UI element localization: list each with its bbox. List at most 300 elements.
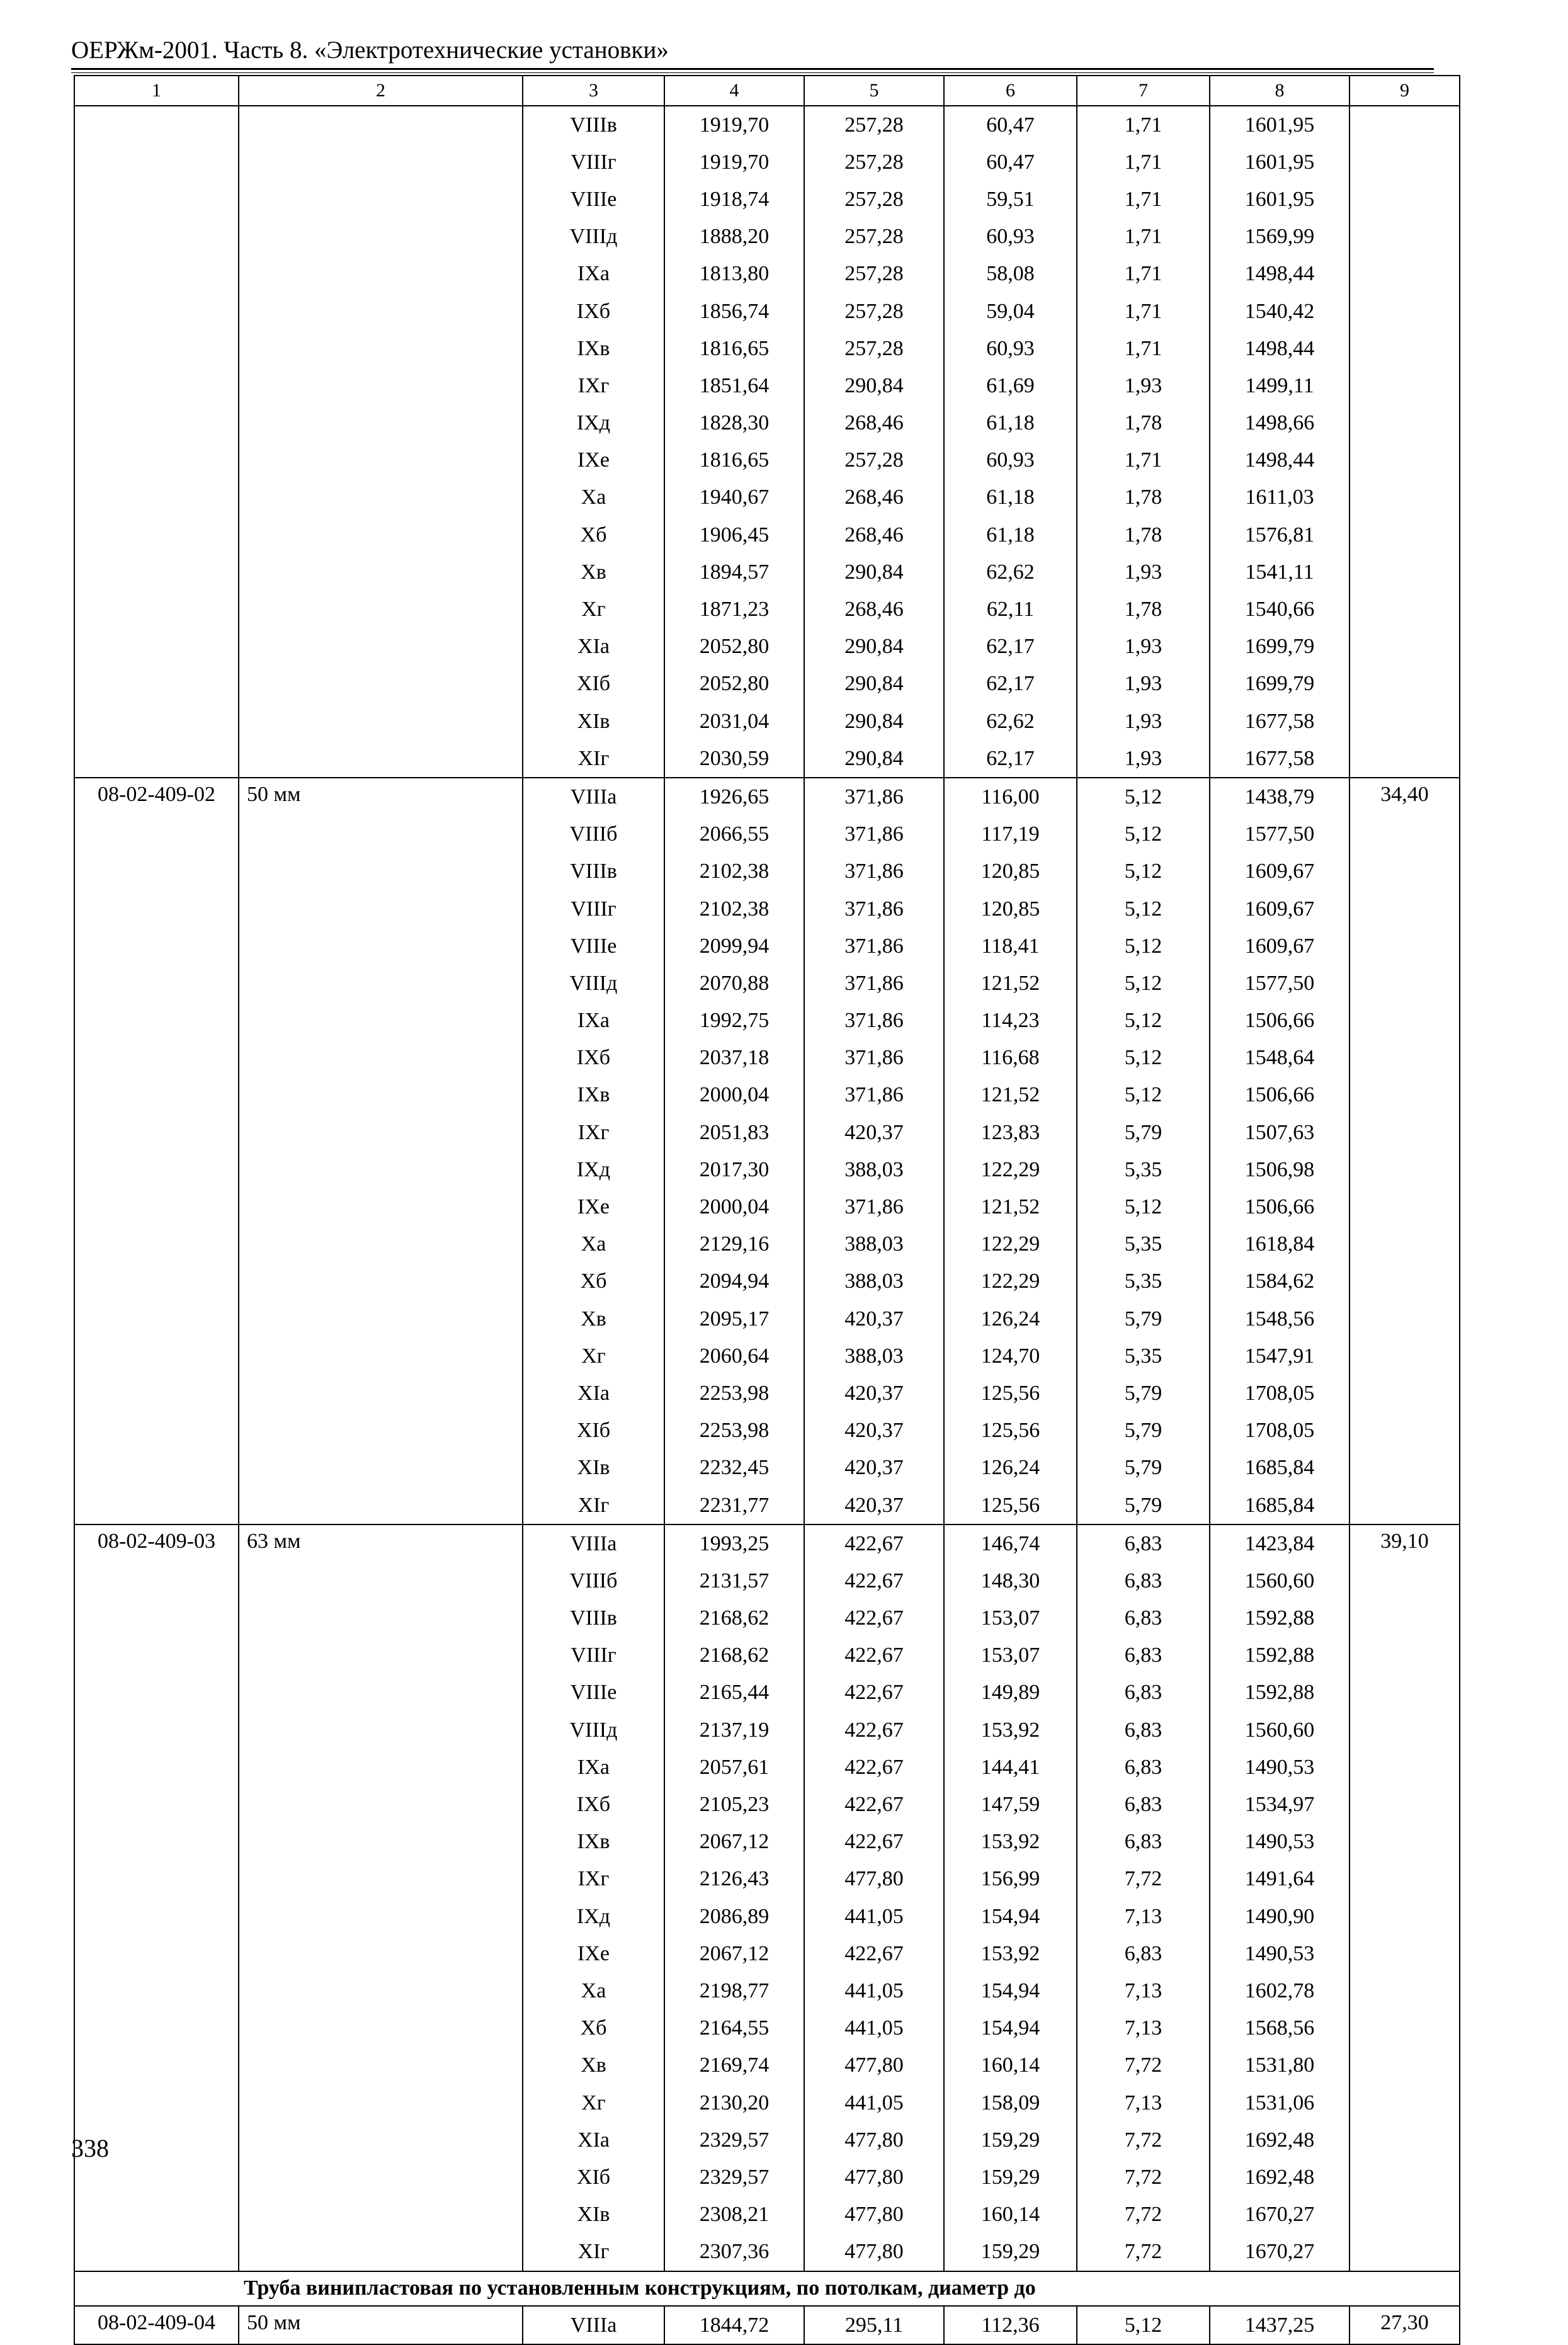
cell-col8: 1592,88 <box>1210 1674 1349 1712</box>
cell-col4: 1906,45 <box>664 516 804 554</box>
cell-col9: 39,10 <box>1349 1525 1460 1562</box>
cell-code <box>74 853 239 890</box>
cell-col5: 422,67 <box>804 1525 944 1562</box>
cell-col5: 477,80 <box>804 2196 944 2234</box>
cell-col8: 1490,53 <box>1210 1749 1349 1786</box>
cell-col6: 60,47 <box>944 106 1077 144</box>
cell-col7: 1,93 <box>1077 554 1210 591</box>
cell-col9 <box>1349 591 1460 628</box>
table-row <box>74 144 1460 181</box>
cell-rate: VIIIг <box>523 1637 664 1674</box>
cell-col9 <box>1349 1263 1460 1300</box>
cell-col5: 441,05 <box>804 2084 944 2121</box>
column-number: 2 <box>239 76 523 106</box>
cell-col9 <box>1349 181 1460 218</box>
cell-rate: XIг <box>523 2234 664 2271</box>
cell-col6: 116,68 <box>944 1040 1077 1077</box>
cell-col8: 1437,25 <box>1210 2306 1349 2344</box>
cell-col9 <box>1349 1898 1460 1935</box>
cell-rate: IXв <box>523 330 664 367</box>
cell-col9 <box>1349 1637 1460 1674</box>
cell-col6: 147,59 <box>944 1786 1077 1823</box>
cell-code <box>74 2010 239 2047</box>
cell-description <box>239 2159 523 2196</box>
table-row <box>74 740 1460 778</box>
cell-code <box>74 1412 239 1450</box>
cell-col8: 1584,62 <box>1210 1263 1349 1300</box>
cell-col9 <box>1349 1114 1460 1151</box>
cell-col7: 6,83 <box>1077 1562 1210 1599</box>
cell-col4: 2169,74 <box>664 2047 804 2084</box>
cell-col5: 371,86 <box>804 928 944 965</box>
cell-rate: IXг <box>523 1114 664 1151</box>
cell-col5: 441,05 <box>804 2010 944 2047</box>
cell-col9 <box>1349 1300 1460 1337</box>
cell-col7: 6,83 <box>1077 1749 1210 1786</box>
cell-col9 <box>1349 1487 1460 1525</box>
cell-code <box>74 1151 239 1188</box>
cell-col5: 388,03 <box>804 1337 944 1375</box>
cell-rate: IXв <box>523 1824 664 1861</box>
cell-col7: 1,78 <box>1077 405 1210 442</box>
cell-code <box>74 1487 239 1525</box>
cell-col5: 371,86 <box>804 778 944 815</box>
cell-rate: VIIIг <box>523 890 664 928</box>
cell-col9 <box>1349 1712 1460 1749</box>
cell-col6: 59,51 <box>944 181 1077 218</box>
cell-col6: 116,00 <box>944 778 1077 815</box>
cell-col9 <box>1349 144 1460 181</box>
cell-code <box>74 1375 239 1412</box>
cell-col4: 2129,16 <box>664 1226 804 1263</box>
cell-col9 <box>1349 479 1460 516</box>
cell-col9 <box>1349 2010 1460 2047</box>
cell-col8: 1568,56 <box>1210 2010 1349 2047</box>
table-row <box>74 1749 1460 1786</box>
cell-rate: IXa <box>523 256 664 293</box>
cell-col7: 5,79 <box>1077 1114 1210 1151</box>
table-row <box>74 106 1460 144</box>
cell-col5: 477,80 <box>804 2047 944 2084</box>
cell-col6: 160,14 <box>944 2047 1077 2084</box>
cell-code <box>74 1040 239 1077</box>
cell-col7: 5,12 <box>1077 816 1210 853</box>
cell-code <box>74 1861 239 1898</box>
cell-description <box>239 367 523 404</box>
cell-col9 <box>1349 106 1460 144</box>
cell-rate: VIIIв <box>523 106 664 144</box>
cell-rate: IXб <box>523 293 664 330</box>
cell-description <box>239 1040 523 1077</box>
column-number: 5 <box>804 76 944 106</box>
cell-col9 <box>1349 1935 1460 1972</box>
cell-col5: 290,84 <box>804 367 944 404</box>
cell-description <box>239 1002 523 1040</box>
cell-col9 <box>1349 1450 1460 1487</box>
cell-col8: 1540,42 <box>1210 293 1349 330</box>
cell-code <box>74 554 239 591</box>
cell-col5: 420,37 <box>804 1375 944 1412</box>
cell-code: 08-02-409-03 <box>74 1525 239 1562</box>
cell-description <box>239 1600 523 1637</box>
cell-col5: 441,05 <box>804 1972 944 2009</box>
section-heading: Труба винипластовая по установленным конструкциям, по потолкам, диаметр до <box>74 2271 1460 2306</box>
cell-col6: 62,17 <box>944 740 1077 778</box>
cell-col9 <box>1349 256 1460 293</box>
table-row <box>74 2159 1460 2196</box>
cell-col7: 7,72 <box>1077 2196 1210 2234</box>
cell-col8: 1534,97 <box>1210 1786 1349 1823</box>
cell-col6: 154,94 <box>944 2010 1077 2047</box>
cell-col5: 420,37 <box>804 1114 944 1151</box>
cell-rate: IXг <box>523 1861 664 1898</box>
table-row <box>74 405 1460 442</box>
table-row <box>74 2196 1460 2234</box>
table-row <box>74 330 1460 367</box>
cell-col6: 122,29 <box>944 1263 1077 1300</box>
cell-description: 50 мм <box>239 778 523 815</box>
cell-col6: 125,56 <box>944 1375 1077 1412</box>
cell-code <box>74 1749 239 1786</box>
cell-col6: 121,52 <box>944 965 1077 1002</box>
cell-col7: 5,12 <box>1077 1002 1210 1040</box>
cell-code <box>74 1898 239 1935</box>
cell-col5: 257,28 <box>804 219 944 256</box>
cell-col7: 7,72 <box>1077 2159 1210 2196</box>
table-row <box>74 816 1460 853</box>
table-row <box>74 1600 1460 1637</box>
cell-col4: 2099,94 <box>664 928 804 965</box>
cell-col7: 6,83 <box>1077 1637 1210 1674</box>
cell-rate: Xв <box>523 1300 664 1337</box>
column-number: 6 <box>944 76 1077 106</box>
cell-col5: 371,86 <box>804 1188 944 1225</box>
cell-col8: 1609,67 <box>1210 853 1349 890</box>
cell-col7: 5,79 <box>1077 1487 1210 1525</box>
cell-col8: 1506,66 <box>1210 1002 1349 1040</box>
cell-col9 <box>1349 965 1460 1002</box>
table-row <box>74 516 1460 554</box>
table-row <box>74 1972 1460 2009</box>
table-row <box>74 367 1460 404</box>
table-row <box>74 591 1460 628</box>
cell-col6: 146,74 <box>944 1525 1077 1562</box>
cell-col7: 5,79 <box>1077 1375 1210 1412</box>
cell-col5: 371,86 <box>804 1040 944 1077</box>
cell-col5: 371,86 <box>804 890 944 928</box>
cell-col6: 159,29 <box>944 2159 1077 2196</box>
cell-col5: 422,67 <box>804 1786 944 1823</box>
cell-col8: 1618,84 <box>1210 1226 1349 1263</box>
cell-rate: VIIIa <box>523 778 664 815</box>
cell-col6: 144,41 <box>944 1749 1077 1786</box>
cell-col4: 2130,20 <box>664 2084 804 2121</box>
cell-rate: Xг <box>523 2084 664 2121</box>
cell-rate: Xa <box>523 479 664 516</box>
cell-col9 <box>1349 1040 1460 1077</box>
column-number: 8 <box>1210 76 1349 106</box>
cell-col8: 1601,95 <box>1210 181 1349 218</box>
cell-col8: 1609,67 <box>1210 928 1349 965</box>
cell-description <box>239 853 523 890</box>
cell-col7: 7,13 <box>1077 1972 1210 2009</box>
cell-description <box>239 1786 523 1823</box>
table-row <box>74 1450 1460 1487</box>
cell-code <box>74 144 239 181</box>
cell-col8: 1670,27 <box>1210 2234 1349 2271</box>
cell-rate: Xв <box>523 2047 664 2084</box>
cell-col9 <box>1349 330 1460 367</box>
cell-description <box>239 181 523 218</box>
cell-description <box>239 1824 523 1861</box>
table-row <box>74 1114 1460 1151</box>
cell-code: 08-02-409-04 <box>74 2306 239 2344</box>
cell-col4: 2060,64 <box>664 1337 804 1375</box>
cell-code <box>74 405 239 442</box>
table-row <box>74 1525 1460 1562</box>
table-row <box>74 219 1460 256</box>
cell-col4: 2017,30 <box>664 1151 804 1188</box>
cell-col5: 268,46 <box>804 516 944 554</box>
cell-col5: 441,05 <box>804 1898 944 1935</box>
cell-col8: 1506,66 <box>1210 1188 1349 1225</box>
cell-col9 <box>1349 890 1460 928</box>
cell-col9 <box>1349 1674 1460 1712</box>
cell-description <box>239 666 523 703</box>
cell-col4: 1918,74 <box>664 181 804 218</box>
cell-description <box>239 219 523 256</box>
cell-col8: 1540,66 <box>1210 591 1349 628</box>
cell-col4: 2030,59 <box>664 740 804 778</box>
cell-description <box>239 2047 523 2084</box>
table-row <box>74 928 1460 965</box>
cell-col7: 7,13 <box>1077 1898 1210 1935</box>
cell-col7: 1,71 <box>1077 330 1210 367</box>
cell-col5: 257,28 <box>804 144 944 181</box>
cell-code <box>74 1114 239 1151</box>
cell-col4: 2052,80 <box>664 666 804 703</box>
cell-col8: 1423,84 <box>1210 1525 1349 1562</box>
cell-col4: 1926,65 <box>664 778 804 815</box>
cell-description <box>239 1861 523 1898</box>
cell-col6: 62,11 <box>944 591 1077 628</box>
table-row <box>74 1412 1460 1450</box>
cell-rate: VIIIв <box>523 1600 664 1637</box>
cell-code <box>74 740 239 778</box>
cell-col4: 1828,30 <box>664 405 804 442</box>
table-row <box>74 965 1460 1002</box>
cell-col8: 1498,44 <box>1210 330 1349 367</box>
cell-col4: 2067,12 <box>664 1935 804 1972</box>
cell-col7: 5,79 <box>1077 1300 1210 1337</box>
cell-col8: 1708,05 <box>1210 1412 1349 1450</box>
cell-col7: 5,12 <box>1077 890 1210 928</box>
cell-col9 <box>1349 1077 1460 1114</box>
cell-col6: 126,24 <box>944 1300 1077 1337</box>
cell-col7: 5,12 <box>1077 1040 1210 1077</box>
cell-col4: 2168,62 <box>664 1637 804 1674</box>
cell-rate: VIIIв <box>523 853 664 890</box>
column-number: 9 <box>1349 76 1460 106</box>
cell-code <box>74 2159 239 2196</box>
cell-col4: 2198,77 <box>664 1972 804 2009</box>
cell-col4: 1888,20 <box>664 219 804 256</box>
cell-col7: 1,93 <box>1077 740 1210 778</box>
cell-description <box>239 2084 523 2121</box>
cell-col7: 1,71 <box>1077 106 1210 144</box>
cell-col8: 1699,79 <box>1210 628 1349 666</box>
cell-description <box>239 330 523 367</box>
cell-col6: 118,41 <box>944 928 1077 965</box>
cell-col6: 125,56 <box>944 1487 1077 1525</box>
cell-col4: 2031,04 <box>664 703 804 740</box>
cell-rate: IXб <box>523 1040 664 1077</box>
cell-col4: 2067,12 <box>664 1824 804 1861</box>
table-row <box>74 1637 1460 1674</box>
cell-rate: IXa <box>523 1002 664 1040</box>
cell-rate: XIг <box>523 740 664 778</box>
cell-col7: 5,35 <box>1077 1337 1210 1375</box>
cell-description <box>239 1337 523 1375</box>
cell-col4: 2131,57 <box>664 1562 804 1599</box>
cell-col5: 420,37 <box>804 1450 944 1487</box>
cell-col7: 6,83 <box>1077 1935 1210 1972</box>
table-row <box>74 479 1460 516</box>
cell-col9 <box>1349 2047 1460 2084</box>
cell-col7: 1,71 <box>1077 442 1210 479</box>
cell-description <box>239 479 523 516</box>
cell-col9 <box>1349 666 1460 703</box>
cell-col8: 1685,84 <box>1210 1450 1349 1487</box>
cell-col8: 1498,44 <box>1210 256 1349 293</box>
cell-col6: 62,17 <box>944 666 1077 703</box>
cell-rate: XIб <box>523 666 664 703</box>
cell-rate: VIIIд <box>523 1712 664 1749</box>
cell-col6: 120,85 <box>944 853 1077 890</box>
cell-col9 <box>1349 1749 1460 1786</box>
cell-rate: XIa <box>523 628 664 666</box>
cell-col4: 1993,25 <box>664 1525 804 1562</box>
cell-col9 <box>1349 703 1460 740</box>
cell-col9 <box>1349 1188 1460 1225</box>
cell-col7: 6,83 <box>1077 1525 1210 1562</box>
cell-col7: 5,12 <box>1077 778 1210 815</box>
cell-rate: XIб <box>523 1412 664 1450</box>
cell-col5: 422,67 <box>804 1674 944 1712</box>
cell-col9 <box>1349 2234 1460 2271</box>
cell-col5: 371,86 <box>804 1002 944 1040</box>
cell-code <box>74 666 239 703</box>
cell-col6: 126,24 <box>944 1450 1077 1487</box>
cell-col7: 1,93 <box>1077 703 1210 740</box>
cell-col9: 27,30 <box>1349 2306 1460 2344</box>
cell-col4: 1919,70 <box>664 144 804 181</box>
cell-col5: 268,46 <box>804 479 944 516</box>
cell-col7: 7,13 <box>1077 2010 1210 2047</box>
cell-col9 <box>1349 219 1460 256</box>
cell-col5: 477,80 <box>804 2121 944 2159</box>
cell-col4: 2105,23 <box>664 1786 804 1823</box>
cell-code <box>74 1824 239 1861</box>
cell-col6: 153,07 <box>944 1637 1077 1674</box>
cell-col8: 1708,05 <box>1210 1375 1349 1412</box>
cell-col5: 420,37 <box>804 1300 944 1337</box>
cell-col5: 257,28 <box>804 256 944 293</box>
cell-col8: 1576,81 <box>1210 516 1349 554</box>
cell-code <box>74 1935 239 1972</box>
cell-col5: 257,28 <box>804 442 944 479</box>
cell-col8: 1560,60 <box>1210 1562 1349 1599</box>
cell-description <box>239 1562 523 1599</box>
cell-col6: 121,52 <box>944 1188 1077 1225</box>
cell-col7: 5,35 <box>1077 1151 1210 1188</box>
cell-description <box>239 1712 523 1749</box>
cell-col7: 5,12 <box>1077 928 1210 965</box>
header-rule-thick <box>71 68 1434 70</box>
table-row <box>74 1898 1460 1935</box>
cell-code <box>74 816 239 853</box>
cell-code <box>74 1263 239 1300</box>
cell-rate: IXe <box>523 442 664 479</box>
cell-col7: 6,83 <box>1077 1824 1210 1861</box>
cell-col4: 2164,55 <box>664 2010 804 2047</box>
cell-rate: Xa <box>523 1972 664 2009</box>
table-row <box>74 1300 1460 1337</box>
cell-code <box>74 330 239 367</box>
cell-col8: 1506,98 <box>1210 1151 1349 1188</box>
cell-col8: 1548,56 <box>1210 1300 1349 1337</box>
cell-col8: 1506,66 <box>1210 1077 1349 1114</box>
cell-code <box>74 628 239 666</box>
cell-col6: 62,62 <box>944 554 1077 591</box>
cell-rate: XIв <box>523 1450 664 1487</box>
cell-col7: 1,71 <box>1077 256 1210 293</box>
cell-col7: 1,71 <box>1077 144 1210 181</box>
cell-code <box>74 1600 239 1637</box>
cell-col8: 1569,99 <box>1210 219 1349 256</box>
cell-col7: 6,83 <box>1077 1786 1210 1823</box>
cell-col6: 159,29 <box>944 2234 1077 2271</box>
cell-description <box>239 1151 523 1188</box>
table-row <box>74 442 1460 479</box>
cell-col6: 159,29 <box>944 2121 1077 2159</box>
cell-col4: 2253,98 <box>664 1375 804 1412</box>
cell-code <box>74 2234 239 2271</box>
cell-col5: 422,67 <box>804 1637 944 1674</box>
cell-col5: 290,84 <box>804 666 944 703</box>
cell-col4: 2253,98 <box>664 1412 804 1450</box>
section-heading-row <box>74 2271 1460 2306</box>
cell-col7: 5,12 <box>1077 853 1210 890</box>
cell-col5: 422,67 <box>804 1712 944 1749</box>
cell-description: 50 мм <box>239 2306 523 2344</box>
table-row <box>74 1002 1460 1040</box>
cell-col5: 371,86 <box>804 853 944 890</box>
cell-col5: 290,84 <box>804 740 944 778</box>
cell-col5: 422,67 <box>804 1749 944 1786</box>
cell-col4: 1894,57 <box>664 554 804 591</box>
cell-col9 <box>1349 853 1460 890</box>
cell-rate: VIIIe <box>523 928 664 965</box>
cell-col4: 1816,65 <box>664 442 804 479</box>
cell-code <box>74 1972 239 2009</box>
cell-col9 <box>1349 628 1460 666</box>
table-row <box>74 1674 1460 1712</box>
cell-col7: 7,72 <box>1077 2047 1210 2084</box>
table-row <box>74 1151 1460 1188</box>
cell-col6: 120,85 <box>944 890 1077 928</box>
cell-col9 <box>1349 1337 1460 1375</box>
